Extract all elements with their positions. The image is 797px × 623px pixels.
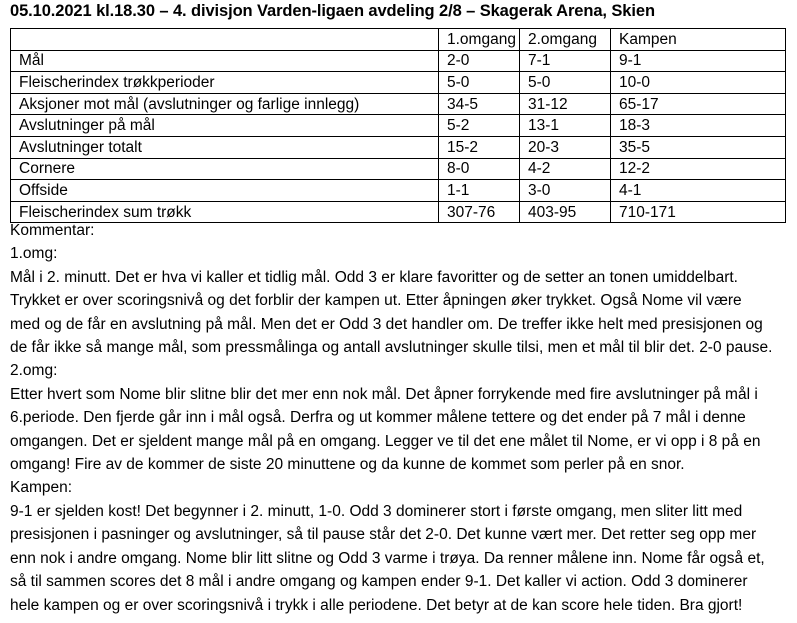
comment-line: enn nok i andre omgang. Nome blir litt slitne og Odd 3 varme i trøya. Da renner målene inn. Nome får også et,	[10, 549, 765, 567]
table-row	[11, 50, 786, 72]
table-row	[11, 136, 786, 158]
row-label: Fleischerindex sum trøkk	[11, 201, 439, 223]
header-cell-label	[11, 29, 439, 51]
cell-first-half: 15-2	[439, 136, 520, 158]
cell-match: 710-171	[611, 201, 786, 223]
stats-table	[10, 28, 786, 223]
cell-second-half: 3-0	[520, 180, 611, 202]
cell-second-half: 4-2	[520, 158, 611, 180]
second-half-label: 2.omg:	[10, 362, 58, 380]
row-label: Fleischerindex trøkkperioder	[11, 72, 439, 94]
comment-line: Mål i 2. minutt. Det er hva vi kaller et tidlig mål. Odd 3 er klare favoritter og de setter an tonen umiddelbart.	[10, 268, 738, 286]
row-label: Aksjoner mot mål (avslutninger og farlige innlegg)	[11, 93, 439, 115]
cell-match: 4-1	[611, 180, 786, 202]
cell-match: 10-0	[611, 72, 786, 94]
cell-second-half: 403-95	[520, 201, 611, 223]
cell-first-half: 5-2	[439, 115, 520, 137]
cell-first-half: 5-0	[439, 72, 520, 94]
cell-second-half: 20-3	[520, 136, 611, 158]
table-row	[11, 72, 786, 94]
comment-line: 9-1 er sjelden kost! Det begynner i 2. minutt, 1-0. Odd 3 dominerer stort i første omgang, men sliter litt med	[10, 502, 743, 520]
comment-line: så til sammen scores det 8 mål i andre omgang og kampen ender 9-1. Det kaller vi action. Odd 3 dominerer	[10, 573, 748, 591]
cell-second-half: 7-1	[520, 50, 611, 72]
match-title: 05.10.2021 kl.18.30 – 4. divisjon Varden-ligaen avdeling 2/8 – Skagerak Arena, Skien	[10, 2, 655, 20]
cell-first-half: 34-5	[439, 93, 520, 115]
cell-match: 18-3	[611, 115, 786, 137]
comment-line: Trykket er over scoringsnivå og det forblir der kampen ut. Etter åpningen øker trykket. Også Nome vil være	[10, 292, 742, 310]
comment-line: 6.periode. Den fjerde går inn i mål også. Derfra og ut kommer målene tettere og det ender på 7 mål i denne	[10, 409, 746, 427]
row-label: Avslutninger på mål	[11, 115, 439, 137]
row-label: Mål	[11, 50, 439, 72]
cell-match: 9-1	[611, 50, 786, 72]
cell-first-half: 1-1	[439, 180, 520, 202]
header-cell-match: Kampen	[611, 29, 786, 51]
header-cell-second-half: 2.omgang	[520, 29, 611, 51]
cell-match: 12-2	[611, 158, 786, 180]
comment-line: presisjonen i pasninger og avslutninger, så til pause står det 2-0. Det kunne vært mer. Det retter seg opp mer	[10, 526, 757, 544]
table-row	[11, 93, 786, 115]
comment-line: omgangen. Det er sjeldent mange mål på en omgang. Legger ve til det ene målet til Nome, er vi opp i 8 på en	[10, 432, 761, 450]
match-label: Kampen:	[10, 479, 73, 497]
header-cell-first-half: 1.omgang	[439, 29, 520, 51]
cell-second-half: 13-1	[520, 115, 611, 137]
row-label: Cornere	[11, 158, 439, 180]
cell-first-half: 8-0	[439, 158, 520, 180]
cell-second-half: 5-0	[520, 72, 611, 94]
comment-section	[10, 219, 790, 617]
table-header-row	[11, 29, 786, 51]
cell-first-half: 2-0	[439, 50, 520, 72]
cell-first-half: 307-76	[439, 201, 520, 223]
comment-line: omgang! Fire av de kommer de siste 20 minuttene og da kunne de kommet som perler på en snor.	[10, 456, 685, 474]
row-label: Offside	[11, 180, 439, 202]
first-half-label: 1.omg:	[10, 245, 58, 263]
comment-line: de får ikke så mange mål, som pressmålinga og antall avslutninger skulle tilsi, men et mål til blir det. 2-0 pause.	[10, 339, 773, 357]
cell-match: 65-17	[611, 93, 786, 115]
comment-line: med og de får en avslutning på mål. Men det er Odd 3 det handler om. De treffer ikke helt med presisjonen og	[10, 315, 763, 333]
comment-heading: Kommentar:	[10, 222, 95, 239]
table-row	[11, 180, 786, 202]
cell-second-half: 31-12	[520, 93, 611, 115]
cell-match: 35-5	[611, 136, 786, 158]
comment-line: Etter hvert som Nome blir slitne blir det mer enn nok mål. Det åpner forrykende med fire avslutninger på mål i	[10, 385, 758, 403]
table-row	[11, 115, 786, 137]
row-label: Avslutninger totalt	[11, 136, 439, 158]
comment-line: hele kampen og er over scoringsnivå i trykk i alle periodene. Det betyr at de kan score hele tiden. Bra gjort!	[10, 596, 743, 614]
table-row	[11, 158, 786, 180]
